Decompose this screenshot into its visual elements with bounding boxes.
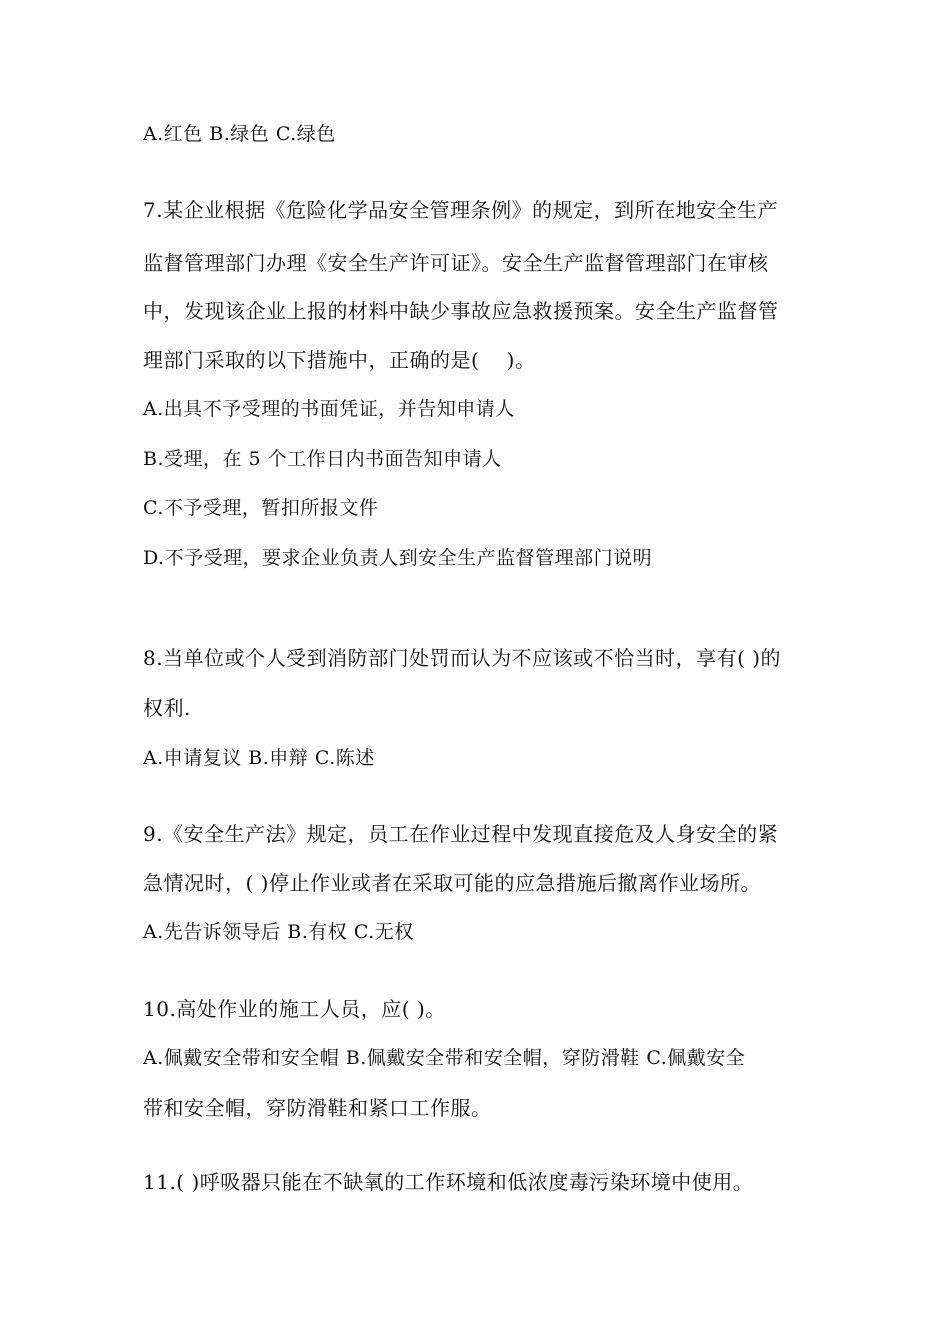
q7-option-b: B.受理，在 5 个工作日内书面告知申请人 [143,448,502,470]
q8-line-2: 权利. [143,696,191,720]
q10-options-line-2: 带和安全帽，穿防滑鞋和紧口工作服。 [143,1096,492,1120]
q9-line-2: 急情况时，( )停止作业或者在采取可能的应急措施后撤离作业场所。 [143,871,761,895]
q8-options: A.申请复议 B.申辩 C.陈述 [143,747,375,769]
q7-option-c: C.不予受理，暂扣所报文件 [143,497,379,519]
q7-option-a: A.出具不予受理的书面凭证，并告知申请人 [143,398,515,420]
q7-line-3: 中，发现该企业上报的材料中缺少事故应急救援预案。安全生产监督管 [143,299,779,323]
q6-options: A.红色 B.绿色 C.绿色 [143,123,336,145]
q10-line-1: 10.高处作业的施工人员，应( )。 [143,997,446,1021]
q7-option-d: D.不予受理，要求企业负责人到安全生产监督管理部门说明 [143,547,653,569]
q7-line-2: 监督管理部门办理《安全生产许可证》。安全生产监督管理部门在审核 [143,251,769,275]
q7-line-1: 7.某企业根据《危险化学品安全管理条例》的规定，到所在地安全生产 [143,198,779,222]
q7-line-4: 理部门采取的以下措施中，正确的是( )。 [143,348,536,372]
q8-line-1: 8.当单位或个人受到消防部门处罚而认为不应该或不恰当时，享有( )的 [143,646,782,670]
q10-options-line-1: A.佩戴安全带和安全帽 B.佩戴安全带和安全帽，穿防滑鞋 C.佩戴安全 [143,1047,746,1069]
q9-line-1: 9.《安全生产法》规定，员工在作业过程中发现直接危及人身安全的紧 [143,822,779,846]
q11-line-1: 11.( )呼吸器只能在不缺氧的工作环境和低浓度毒污染环境中使用。 [143,1170,754,1194]
q9-options: A.先告诉领导后 B.有权 C.无权 [143,921,414,943]
